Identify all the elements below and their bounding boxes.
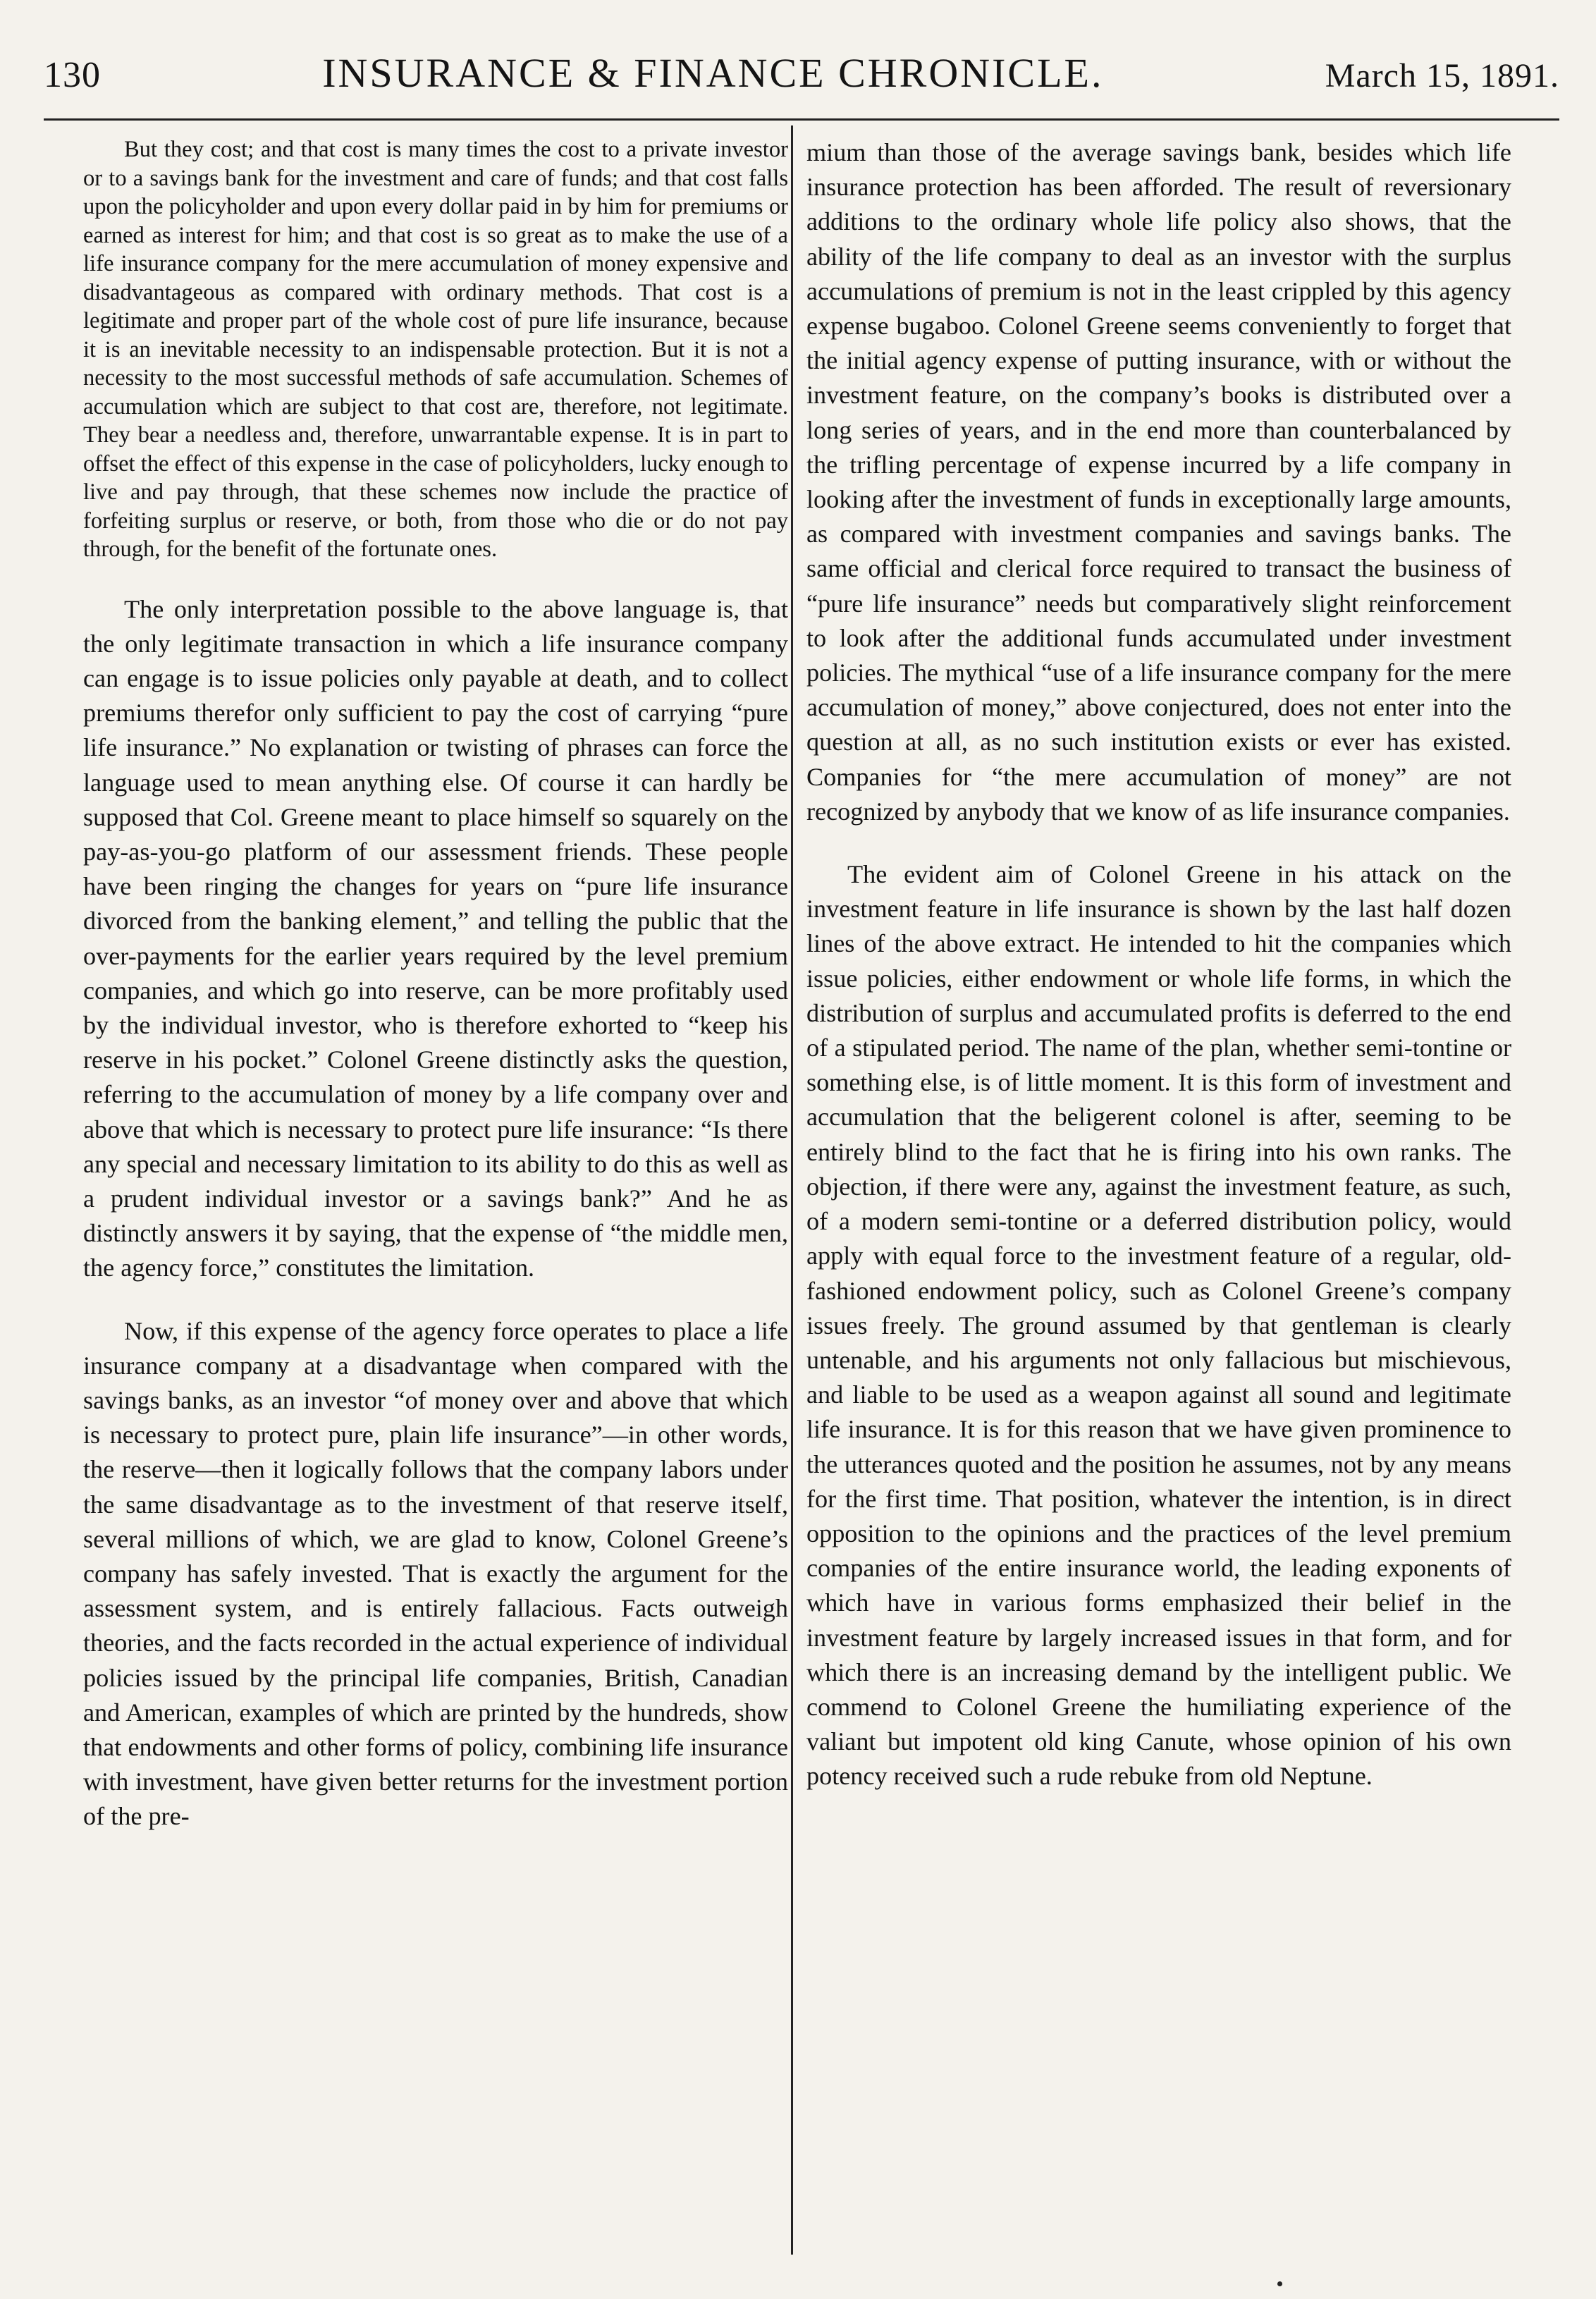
masthead-title: INSURANCE & FINANCE CHRONICLE. <box>322 50 1104 96</box>
column-divider <box>791 125 793 2255</box>
article-paragraph: The evident aim of Colonel Greene in his attack on the investment feature in life insurance is shown by the last half dozen lines of the above extract. He intended to hit the companies which issue policies, either endowment or whole life forms, in which the distribution of surplus and accumulated profits is deferred to the end of a stipulated period. The name of the plan, whether semi-tontine or something else, is of little moment. It is this form of investment and accumulation that the beligerent colonel is after, seeming to be entirely blind to the fact that he is firing into his own ranks. The objection, if there were any, against the investment feature, as such, of a modern semi-tontine or a deferred distribution policy, would apply with equal force to the investment feature of a regular, old-fashioned endowment policy, such as Colonel Greene’s company issues freely. The ground assumed by that gentleman is clearly untenable, and his arguments not only fallacious but mischievous, and liable to be used as a weapon against all sound and legitimate life insurance. It is for this reason that we have given prominence to the utterances quoted and the position he assumes, not by any means for the first time. That position, whatever the intention, is in direct opposition to the opinions and the practices of the level premium companies of the entire insurance world, the leading exponents of which have in various forms emphasized their belief in the investment feature by largely increased issues in that form, and for which there is an increasing demand by the intelligent public. We commend to Colonel Greene the humiliating experience of the valiant but impotent old king Canute, whose opinion of his own potency received such a rude rebuke from old Neptune. <box>806 860 1511 1791</box>
right-column <box>806 135 1511 2222</box>
article-paragraph: Now, if this expense of the agency force operates to place a life insurance company at a disadvantage when compared with the savings banks, as an investor “of money over and above that which is necessary to protect pure, plain life insurance”—in other words, the reserve—then it logically follows that the company labors under the same disadvantage as to the investment of that reserve itself, several millions of which, we are glad to know, Colonel Greene’s company has safely invested. That is exactly the argument for the assessment system, and is entirely fallacious. Facts outweigh theories, and the facts recorded in the actual experience of individual policies issued by the principal life companies, British, Canadian and American, examples of which are printed by the hundreds, show that endowments and other forms of policy, combining life insurance with investment, have given better returns for the investment portion of the pre- <box>83 1316 788 1831</box>
article-paragraph: The only interpretation possible to the above language is, that the only legitimate transaction in which a life insurance company can engage is to issue policies only payable at death, and to collect premiums therefor only sufficient to pay the cost of carrying “pure life insurance.” No explanation or twisting of phrases can force the language used to mean anything else. Of course it can hardly be supposed that Col. Greene meant to place himself so squarely on the pay-as-you-go platform of our assessment friends. These people have been ringing the changes for years on “pure life insurance divorced from the banking element,” and telling the public that the over-payments for the earlier years required by the level premium companies, and which go into reserve, can be more profitably used by the individual investor, who is therefore exhorted to “keep his reserve in his pocket.” Colonel Greene distinctly asks the question, referring to the accumulation of money by a life company over and above that which is necessary to protect pure life insurance: “Is there any special and necessary limitation to its ability to do this as well as a prudent individual investor or a savings bank?” And he as distinctly answers it by saying, that the expense of “the middle men, the agency force,” constitutes the limitation. <box>83 594 788 1282</box>
article-paragraph: But they cost; and that cost is many times the cost to a private investor or to a savings bank for the investment and care of funds; and that cost falls upon the policyholder and upon every dollar paid in by him for premiums or earned as interest for him; and that cost is so great as to make the use of a life insurance company for the mere accumulation of money expensive and disadvantageous as compared with ordinary methods. That cost is a legitimate and proper part of the whole cost of pure life insurance, because it is an inevitable necessity to an indispensable protection. But it is not a necessity to the most successful methods of safe accumulation. Schemes of accumulation which are subject to that cost are, therefore, not legitimate. They bear a needless and, therefore, unwarrantable expense. It is in part to offset the effect of this expense in the case of policyholders, lucky enough to live and pay through, that these schemes now include the practice of forfeiting surplus or reserve, or both, from those who die or do not pay through, for the benefit of the fortunate ones. <box>83 137 788 562</box>
page-header <box>44 49 1559 106</box>
left-column <box>83 135 788 2222</box>
header-rule <box>44 118 1559 121</box>
issue-date: March 15, 1891. <box>1325 57 1559 94</box>
footer-dot <box>1277 2281 1282 2286</box>
page-number: 130 <box>44 55 101 95</box>
article-paragraph: mium than those of the average savings bank, besides which life insurance protection has been afforded. The result of reversionary additions to the ordinary whole life policy also shows, that the ability of the life company to deal as an investor with the surplus accumulations of premium is not in the least crippled by this agency expense bugaboo. Colonel Greene seems conveniently to forget that the initial agency expense of putting insurance, with or without the investment feature, on the company’s books is distributed over a long series of years, and in the end more than counterbalanced by the trifling percentage of expense incurred by a life company in looking after the investment of funds in exceptionally large amounts, as compared with investment companies and savings banks. The same official and clerical force required to transact the business of “pure life insurance” needs but comparatively slight reinforcement to look after the additional funds accumulated under investment policies. The mythical “use of a life insurance company for the mere accumulation of money,” above conjectured, does not enter into the question at all, as no such institution exists or ever has existed. Companies for “the mere accumulation of money” are not recognized by anybody that we know of as life insurance companies. <box>806 138 1511 826</box>
